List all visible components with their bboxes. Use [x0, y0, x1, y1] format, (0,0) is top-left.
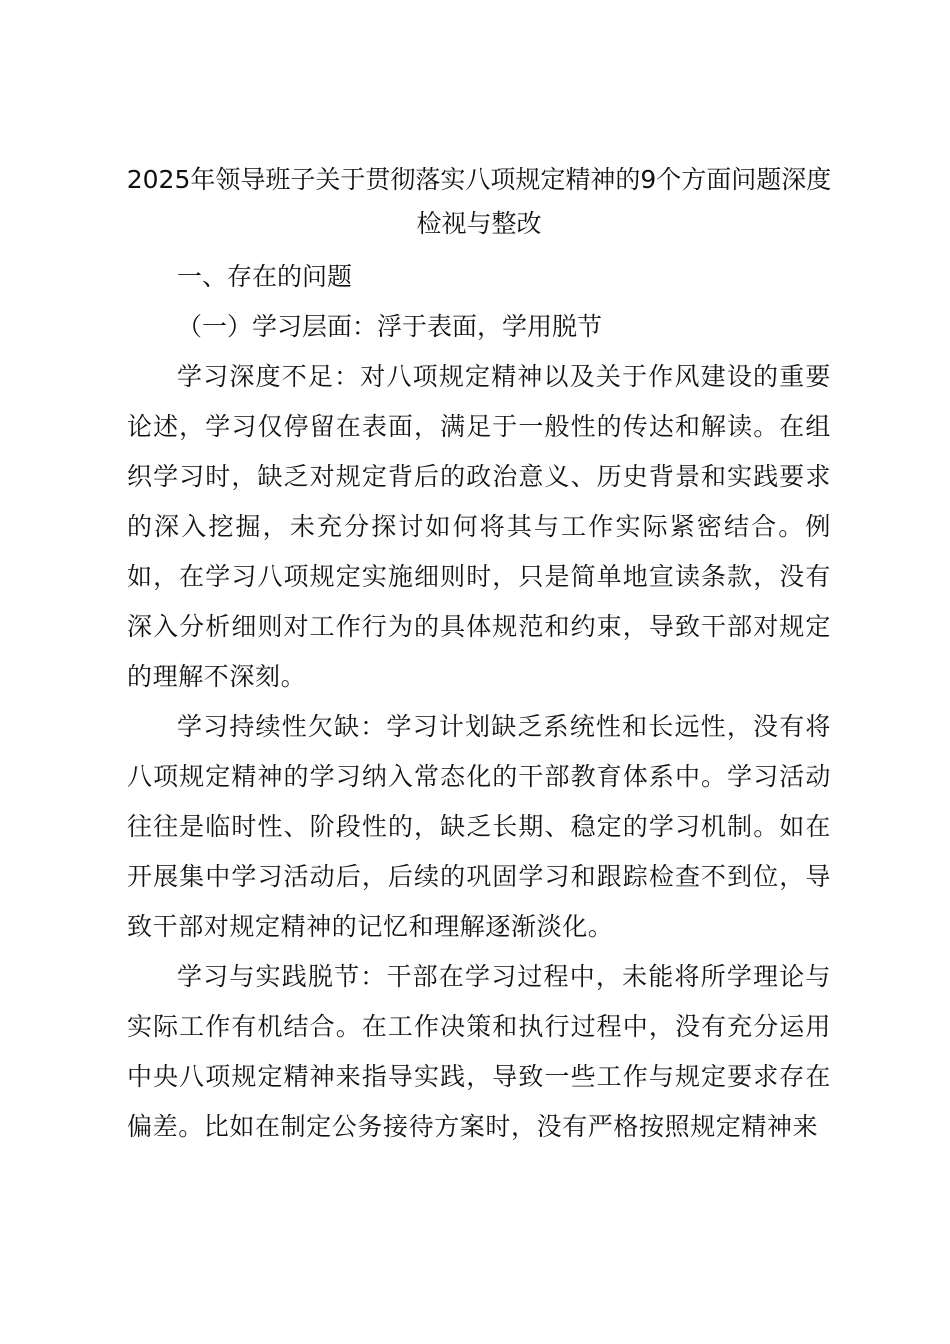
document-body: [127, 158, 831, 1152]
paragraph-study-continuity: 学习持续性欠缺：学习计划缺乏系统性和长远性，没有将八项规定精神的学习纳入常态化的干部教育体系中。学习活动往往是临时性、阶段性的，缺乏长期、稳定的学习机制。如在开展集中学习活动后，后续的巩固学习和跟踪检查不到位，导致干部对规定精神的记忆和理解逐渐淡化。: [127, 712, 831, 941]
paragraph-study-depth: 学习深度不足：对八项规定精神以及关于作风建设的重要论述，学习仅停留在表面，满足于一般性的传达和解读。在组织学习时，缺乏对规定背后的政治意义、历史背景和实践要求的深入挖掘，未充分探讨如何将其与工作实际紧密结合。例如，在学习八项规定实施细则时，只是简单地宣读条款，没有深入分析细则对工作行为的具体规范和约束，导致干部对规定的理解不深刻。: [127, 362, 831, 691]
section-heading: 一、存在的问题: [177, 262, 353, 291]
paragraph-study-practice: 学习与实践脱节：干部在学习过程中，未能将所学理论与实际工作有机结合。在工作决策和执行过程中，没有充分运用中央八项规定精神来指导实践，导致一些工作与规定要求存在偏差。比如在制定公务接待方案时，没有严格按照规定精神来: [127, 962, 831, 1141]
subsection-heading: （一）学习层面：浮于表面，学用脱节: [177, 312, 603, 341]
document-title: 2025年领导班子关于贯彻落实八项规定精神的9个方面问题深度检视与整改: [126, 165, 832, 238]
